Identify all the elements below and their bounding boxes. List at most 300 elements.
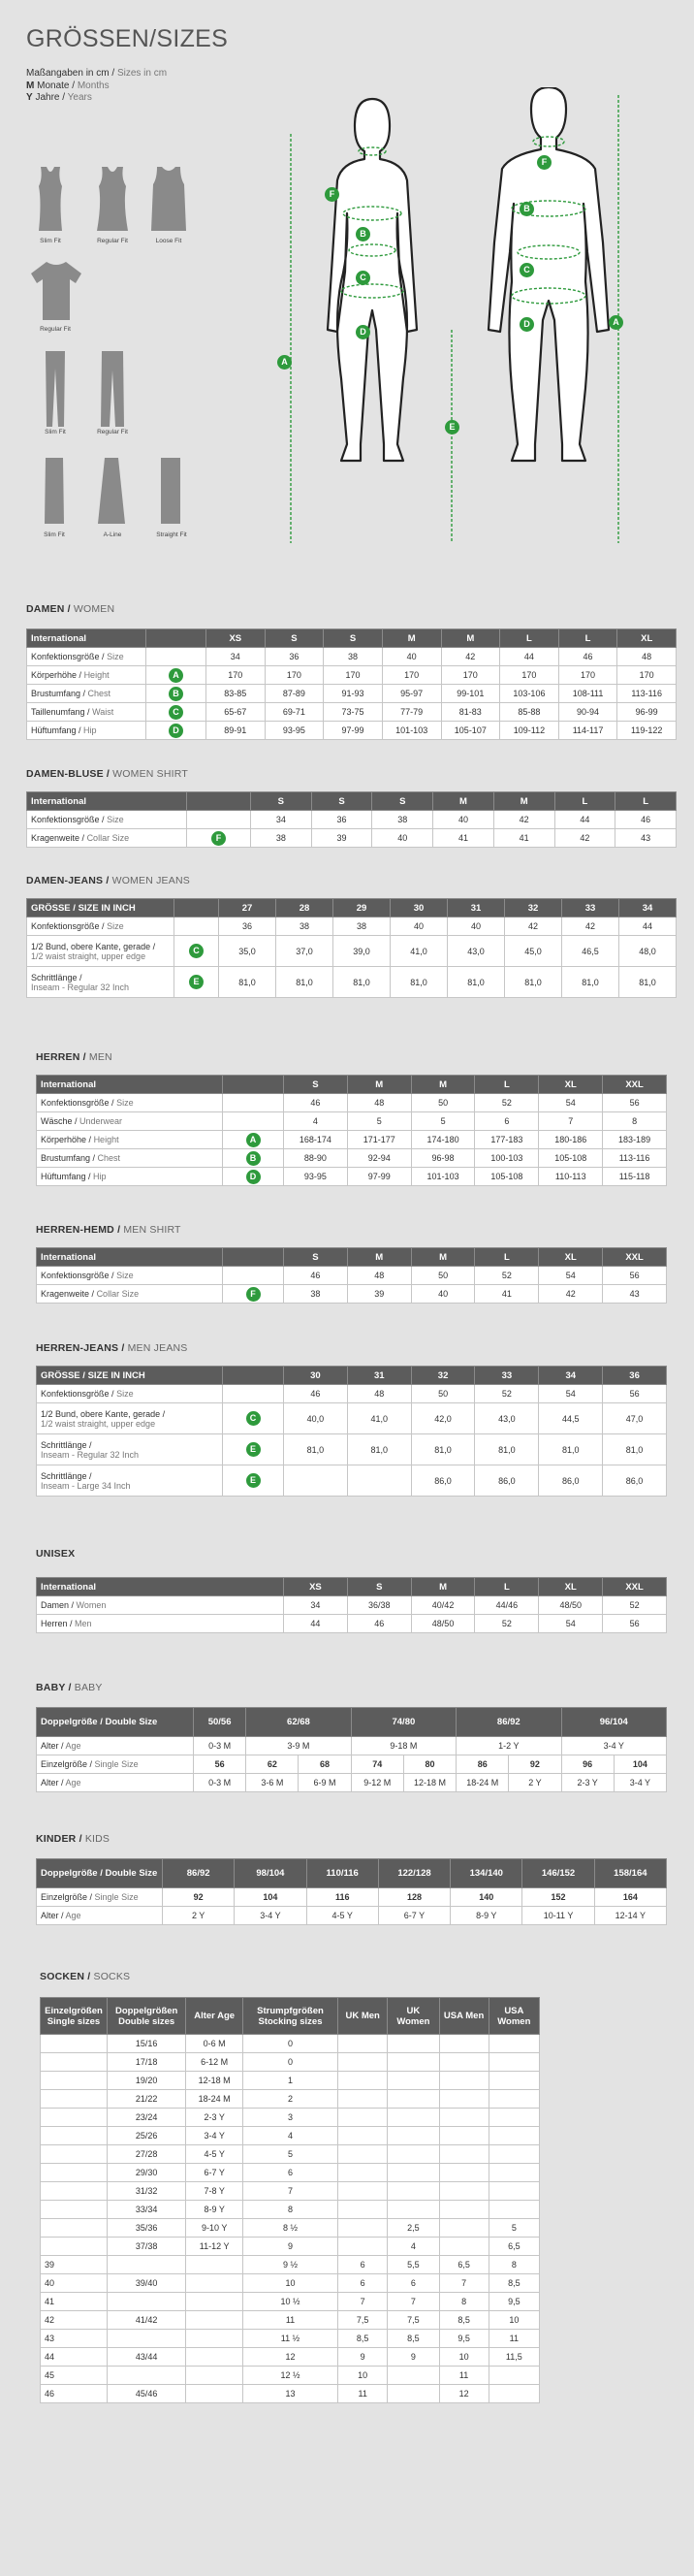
row-label: Damen / Women xyxy=(37,1596,284,1615)
row-label: Hüftumfang / Hip xyxy=(37,1168,223,1186)
header-cell: 33 xyxy=(562,899,619,918)
value-cell xyxy=(338,2035,388,2053)
value-cell: 41 xyxy=(433,829,494,848)
value-cell: 86 xyxy=(457,1755,509,1774)
value-cell: 11 xyxy=(489,2330,539,2348)
badge-b: B xyxy=(356,227,370,242)
slim-fit-pants-icon xyxy=(43,349,68,429)
table-row xyxy=(41,2035,540,2053)
value-cell: 164 xyxy=(594,1888,666,1907)
damen-table xyxy=(26,628,677,740)
value-cell: 170 xyxy=(265,666,324,685)
header-cell: 34 xyxy=(539,1367,603,1385)
value-cell: 35/36 xyxy=(107,2219,185,2238)
table-row xyxy=(37,1888,667,1907)
table-row xyxy=(41,2109,540,2127)
label-de: Körperhöhe xyxy=(41,1135,87,1144)
value-cell xyxy=(388,2035,439,2053)
value-cell xyxy=(489,2145,539,2164)
value-cell: 12-14 Y xyxy=(594,1907,666,1925)
value-cell: 23/24 xyxy=(107,2109,185,2127)
value-cell: 5 xyxy=(347,1112,411,1131)
value-cell: 81,0 xyxy=(333,967,391,998)
row-label: Konfektionsgröße / Size xyxy=(27,918,174,936)
row-label: Taillenumfang / Waist xyxy=(27,703,146,722)
header-cell: M xyxy=(411,1248,475,1267)
value-cell: 15/16 xyxy=(107,2035,185,2053)
marker-cell xyxy=(174,936,219,967)
value-cell: 73-75 xyxy=(324,703,383,722)
label-en: Collar Size xyxy=(96,1289,140,1299)
label-en: Men xyxy=(75,1619,92,1628)
label-en: Size xyxy=(116,1389,134,1399)
value-cell: 44 xyxy=(500,648,559,666)
value-cell: 101-103 xyxy=(411,1168,475,1186)
badge-d: D xyxy=(169,724,183,738)
value-cell: 38 xyxy=(276,918,333,936)
value-cell xyxy=(186,2256,242,2274)
section-title-kinder: KINDER / KIDS xyxy=(36,1833,110,1845)
badge-a: A xyxy=(609,315,623,330)
table-row xyxy=(37,1267,667,1285)
garment-label: Regular Fit xyxy=(40,326,71,333)
marker-cell xyxy=(223,1094,284,1112)
value-cell: 50 xyxy=(411,1094,475,1112)
value-cell: 168-174 xyxy=(284,1131,348,1149)
value-cell: 170 xyxy=(500,666,559,685)
value-cell: 104 xyxy=(235,1888,306,1907)
table-row xyxy=(41,2164,540,2182)
value-cell: 46 xyxy=(284,1267,348,1285)
value-cell xyxy=(338,2182,388,2201)
garment-label: Straight Fit xyxy=(156,531,187,538)
label-en: Size xyxy=(107,921,124,931)
label-en: Underwear xyxy=(79,1116,123,1126)
header-cell: L xyxy=(615,792,677,811)
value-cell xyxy=(41,2164,108,2182)
value-cell: 86,0 xyxy=(603,1465,667,1497)
hjeans-body-header xyxy=(37,1367,667,1385)
value-cell: 5 xyxy=(489,2219,539,2238)
woman-figure xyxy=(328,99,417,461)
value-cell: 8 xyxy=(439,2293,489,2311)
value-cell: 44,5 xyxy=(539,1403,603,1434)
badge-d: D xyxy=(246,1170,261,1184)
value-cell: 0-3 M xyxy=(194,1774,246,1792)
marker-cell xyxy=(223,1434,284,1465)
value-cell: 6-7 Y xyxy=(186,2164,242,2182)
value-cell xyxy=(338,2145,388,2164)
value-cell: 81,0 xyxy=(284,1434,348,1465)
straight-fit-skirt-icon xyxy=(157,456,184,526)
row-label: Konfektionsgröße / Size xyxy=(27,811,187,829)
value-cell xyxy=(439,2238,489,2256)
header-cell: 29 xyxy=(333,899,391,918)
header-cell: 32 xyxy=(411,1367,475,1385)
value-cell: 38 xyxy=(324,648,383,666)
value-cell: 2-3 Y xyxy=(186,2109,242,2127)
value-cell: 9 xyxy=(242,2238,337,2256)
value-cell: 171-177 xyxy=(347,1131,411,1149)
value-cell: 74 xyxy=(351,1755,403,1774)
value-cell: 5,5 xyxy=(388,2256,439,2274)
marker-cell xyxy=(223,1112,284,1131)
label-de: Alter xyxy=(41,1778,59,1787)
value-cell: 56 xyxy=(603,1094,667,1112)
value-cell: 81,0 xyxy=(411,1434,475,1465)
row-label: Hüftumfang / Hip xyxy=(27,722,146,740)
header-cell: 86/92 xyxy=(163,1859,235,1888)
header-cell: S xyxy=(311,792,372,811)
table-row xyxy=(37,1615,667,1633)
value-cell: 9-10 Y xyxy=(186,2219,242,2238)
value-cell: 48 xyxy=(347,1385,411,1403)
value-cell: 170 xyxy=(558,666,617,685)
row-label: Konfektionsgröße / Size xyxy=(37,1094,223,1112)
table-row xyxy=(27,829,677,848)
table-row xyxy=(37,1434,667,1465)
header-cell: XXL xyxy=(603,1578,667,1596)
damen-bluse-table xyxy=(26,791,677,848)
value-cell: 9 xyxy=(388,2348,439,2367)
table-row xyxy=(37,1094,667,1112)
value-cell: 42 xyxy=(554,829,615,848)
table-row xyxy=(37,1149,667,1168)
kinder-table xyxy=(36,1858,667,1925)
value-cell xyxy=(388,2090,439,2109)
label-en: Collar Size xyxy=(86,833,130,843)
value-cell xyxy=(41,2182,108,2201)
value-cell: 9,5 xyxy=(439,2330,489,2348)
header-cell: XS xyxy=(206,629,266,648)
value-cell: 97-99 xyxy=(324,722,383,740)
djeans-body-header xyxy=(27,899,677,918)
table-row xyxy=(27,918,677,936)
value-cell: 40 xyxy=(433,811,494,829)
header-cell: S xyxy=(324,629,383,648)
value-cell xyxy=(489,2385,539,2403)
value-cell: 8 ½ xyxy=(242,2219,337,2238)
value-cell: 39,0 xyxy=(333,936,391,967)
herren-body-header xyxy=(37,1076,667,1094)
regular-fit-pants-icon xyxy=(99,349,126,429)
value-cell: 25/26 xyxy=(107,2127,185,2145)
header-cell: 62/68 xyxy=(246,1708,351,1737)
value-cell xyxy=(338,2219,388,2238)
header-cell xyxy=(223,1367,284,1385)
value-cell xyxy=(186,2330,242,2348)
value-cell: 8-9 Y xyxy=(451,1907,522,1925)
section-title-herren: HERREN / MEN xyxy=(36,1051,112,1063)
value-cell: 43 xyxy=(41,2330,108,2348)
badge-c: C xyxy=(189,944,204,958)
value-cell xyxy=(439,2182,489,2201)
header-cell: International xyxy=(27,792,187,811)
header-cell: Doppelgröße / Double Size xyxy=(37,1708,194,1737)
table-row xyxy=(27,666,677,685)
header-cell: L xyxy=(500,629,559,648)
header-cell: L xyxy=(475,1578,539,1596)
label-de: Kragenweite xyxy=(41,1289,90,1299)
value-cell: 3-4 Y xyxy=(186,2127,242,2145)
value-cell: 44 xyxy=(284,1615,348,1633)
table-row xyxy=(27,722,677,740)
value-cell: 6 xyxy=(388,2274,439,2293)
header-cell: S xyxy=(372,792,433,811)
value-cell: 9 xyxy=(338,2348,388,2367)
value-cell: 2 Y xyxy=(509,1774,561,1792)
value-cell: 48 xyxy=(617,648,677,666)
header-cell: XL xyxy=(539,1076,603,1094)
row-label: Herren / Men xyxy=(37,1615,284,1633)
value-cell: 80 xyxy=(403,1755,456,1774)
value-cell xyxy=(388,2201,439,2219)
value-cell: 113-116 xyxy=(603,1149,667,1168)
unisex-table xyxy=(36,1577,667,1633)
value-cell: 91-93 xyxy=(324,685,383,703)
label-en: Waist xyxy=(92,707,114,717)
value-cell: 3-9 M xyxy=(246,1737,351,1755)
value-cell: 6 xyxy=(338,2256,388,2274)
value-cell: 8 xyxy=(242,2201,337,2219)
table-row xyxy=(41,2330,540,2348)
value-cell: 3-6 M xyxy=(246,1774,299,1792)
header-cell: XL xyxy=(617,629,677,648)
row-label: Alter / Age xyxy=(37,1774,194,1792)
badge-c: C xyxy=(246,1411,261,1426)
header-cell: International xyxy=(27,629,146,648)
value-cell: 7 xyxy=(338,2293,388,2311)
value-cell: 45/46 xyxy=(107,2385,185,2403)
value-cell: 86,0 xyxy=(475,1465,539,1497)
value-cell: 6-12 M xyxy=(186,2053,242,2072)
value-cell: 18-24 M xyxy=(457,1774,509,1792)
herren-jeans-table xyxy=(36,1366,667,1497)
value-cell: 52 xyxy=(475,1094,539,1112)
label-en: Size xyxy=(107,652,124,661)
header-cell: L xyxy=(554,792,615,811)
slim-fit-top-icon xyxy=(33,165,68,235)
value-cell: 37/38 xyxy=(107,2238,185,2256)
value-cell: 41 xyxy=(493,829,554,848)
value-cell: 4 xyxy=(284,1112,348,1131)
label-de: Taillenumfang xyxy=(31,707,85,717)
value-cell: 81,0 xyxy=(475,1434,539,1465)
header-cell: International xyxy=(37,1248,223,1267)
value-cell: 29/30 xyxy=(107,2164,185,2182)
header-cell: S xyxy=(284,1076,348,1094)
value-cell: 3-4 Y xyxy=(614,1774,666,1792)
table-row xyxy=(41,2256,540,2274)
legend-cm: Maßangaben in cm / Sizes in cm xyxy=(26,68,168,79)
legend-months: M Monate / Months xyxy=(26,80,110,91)
value-cell: 3-4 Y xyxy=(235,1907,306,1925)
header-cell: S xyxy=(251,792,312,811)
value-cell: 12 xyxy=(439,2385,489,2403)
value-cell xyxy=(388,2367,439,2385)
value-cell: 96-99 xyxy=(617,703,677,722)
table-row xyxy=(41,2090,540,2109)
value-cell: 81,0 xyxy=(603,1434,667,1465)
table-row xyxy=(41,2293,540,2311)
table-row xyxy=(41,2145,540,2164)
value-cell: 56 xyxy=(603,1267,667,1285)
value-cell xyxy=(41,2053,108,2072)
badge-a: A xyxy=(277,355,292,370)
value-cell xyxy=(388,2127,439,2145)
label-de: Konfektionsgröße xyxy=(41,1098,110,1108)
garment-label: A-Line xyxy=(103,531,122,538)
value-cell: 52 xyxy=(475,1385,539,1403)
value-cell: 83-85 xyxy=(206,685,266,703)
value-cell: 2 Y xyxy=(163,1907,235,1925)
marker-cell xyxy=(223,1131,284,1149)
header-cell: Alter Age xyxy=(186,1998,242,2035)
value-cell xyxy=(41,2145,108,2164)
value-cell: 52 xyxy=(475,1615,539,1633)
badge-f: F xyxy=(537,155,552,170)
badge-e: E xyxy=(189,975,204,989)
label-de: Herren xyxy=(41,1619,68,1628)
header-cell: 28 xyxy=(276,899,333,918)
header-cell: 31 xyxy=(448,899,505,918)
label-en: Age xyxy=(65,1741,81,1751)
label-de: Konfektionsgröße xyxy=(41,1271,110,1280)
header-cell: 96/104 xyxy=(561,1708,666,1737)
garment-label: Regular Fit xyxy=(97,429,128,435)
herren-table xyxy=(36,1075,667,1186)
unisex-body-header xyxy=(37,1578,667,1596)
value-cell: 48,0 xyxy=(619,936,677,967)
value-cell: 87-89 xyxy=(265,685,324,703)
table-row xyxy=(37,1285,667,1304)
garment-label: Loose Fit xyxy=(155,238,182,244)
header-cell: 134/140 xyxy=(451,1859,522,1888)
value-cell xyxy=(338,2109,388,2127)
table-row xyxy=(27,685,677,703)
value-cell: 100-103 xyxy=(475,1149,539,1168)
header-cell: Einzelgrößen Single sizes xyxy=(41,1998,108,2035)
section-title-baby: BABY / BABY xyxy=(36,1682,103,1693)
value-cell: 6 xyxy=(242,2164,337,2182)
value-cell: 39 xyxy=(41,2256,108,2274)
badge-d: D xyxy=(520,317,534,332)
header-cell: UK Women xyxy=(388,1998,439,2035)
value-cell xyxy=(489,2053,539,2072)
damen-body-header xyxy=(27,629,677,648)
badge-a: A xyxy=(169,668,183,683)
value-cell: 37,0 xyxy=(276,936,333,967)
table-row xyxy=(37,1774,667,1792)
value-cell: 77-79 xyxy=(382,703,441,722)
garment-label: Regular Fit xyxy=(97,238,128,244)
kinder-header xyxy=(37,1859,667,1888)
value-cell: 11-12 Y xyxy=(186,2238,242,2256)
value-cell: 81,0 xyxy=(562,967,619,998)
value-cell: 8 xyxy=(489,2256,539,2274)
badge-c: C xyxy=(520,263,534,277)
value-cell xyxy=(186,2385,242,2403)
row-label: Konfektionsgröße / Size xyxy=(37,1267,223,1285)
value-cell: 170 xyxy=(324,666,383,685)
marker-cell xyxy=(146,722,206,740)
header-cell: 122/128 xyxy=(378,1859,450,1888)
value-cell xyxy=(439,2035,489,2053)
value-cell: 41,0 xyxy=(347,1403,411,1434)
section-title-unisex: UNISEX xyxy=(36,1548,76,1560)
label-de: Alter xyxy=(41,1741,59,1751)
value-cell xyxy=(489,2035,539,2053)
value-cell: 21/22 xyxy=(107,2090,185,2109)
row-label: Konfektionsgröße / Size xyxy=(27,648,146,666)
legend-years: Y Jahre / Years xyxy=(26,92,92,103)
value-cell: 128 xyxy=(378,1888,450,1907)
value-cell: 180-186 xyxy=(539,1131,603,1149)
value-cell: 19/20 xyxy=(107,2072,185,2090)
value-cell: 36 xyxy=(311,811,372,829)
value-cell: 54 xyxy=(539,1267,603,1285)
label-en: Inseam - Regular 32 Inch xyxy=(41,1449,140,1460)
value-cell xyxy=(338,2090,388,2109)
a-line-skirt-icon xyxy=(96,456,127,526)
value-cell: 101-103 xyxy=(382,722,441,740)
header-cell: 31 xyxy=(347,1367,411,1385)
value-cell xyxy=(284,1465,348,1497)
marker-cell xyxy=(146,666,206,685)
value-cell xyxy=(186,2311,242,2330)
value-cell xyxy=(388,2182,439,2201)
row-label: Alter / Age xyxy=(37,1907,163,1925)
value-cell xyxy=(41,2127,108,2145)
value-cell: 11,5 xyxy=(489,2348,539,2367)
row-label xyxy=(37,1434,223,1465)
label-en: Chest xyxy=(87,689,111,698)
row-label: Einzelgröße / Single Size xyxy=(37,1755,194,1774)
value-cell: 39 xyxy=(347,1285,411,1304)
table-row xyxy=(41,2238,540,2256)
label-en: 1/2 waist straight, upper edge xyxy=(41,1418,156,1429)
value-cell: 31/32 xyxy=(107,2182,185,2201)
label-en: Size xyxy=(116,1098,134,1108)
garment-label: Slim Fit xyxy=(44,531,65,538)
header-cell: 98/104 xyxy=(235,1859,306,1888)
value-cell xyxy=(489,2127,539,2145)
value-cell: 38 xyxy=(333,918,391,936)
badge-e: E xyxy=(445,420,459,435)
value-cell: 115-118 xyxy=(603,1168,667,1186)
value-cell: 36/38 xyxy=(347,1596,411,1615)
value-cell: 86,0 xyxy=(539,1465,603,1497)
table-row xyxy=(41,2182,540,2201)
value-cell xyxy=(41,2219,108,2238)
value-cell: 4 xyxy=(388,2238,439,2256)
value-cell: 4 xyxy=(242,2127,337,2145)
value-cell xyxy=(388,2145,439,2164)
header-cell: International xyxy=(37,1578,284,1596)
header-cell: 146/152 xyxy=(522,1859,594,1888)
value-cell: 48 xyxy=(347,1094,411,1112)
value-cell: 27/28 xyxy=(107,2145,185,2164)
badge-b: B xyxy=(169,687,183,701)
value-cell xyxy=(439,2127,489,2145)
value-cell: 1 xyxy=(242,2072,337,2090)
table-row xyxy=(27,811,677,829)
value-cell: 2 xyxy=(242,2090,337,2109)
value-cell: 9 ½ xyxy=(242,2256,337,2274)
value-cell xyxy=(338,2201,388,2219)
value-cell: 0-3 M xyxy=(194,1737,246,1755)
value-cell: 8,5 xyxy=(338,2330,388,2348)
